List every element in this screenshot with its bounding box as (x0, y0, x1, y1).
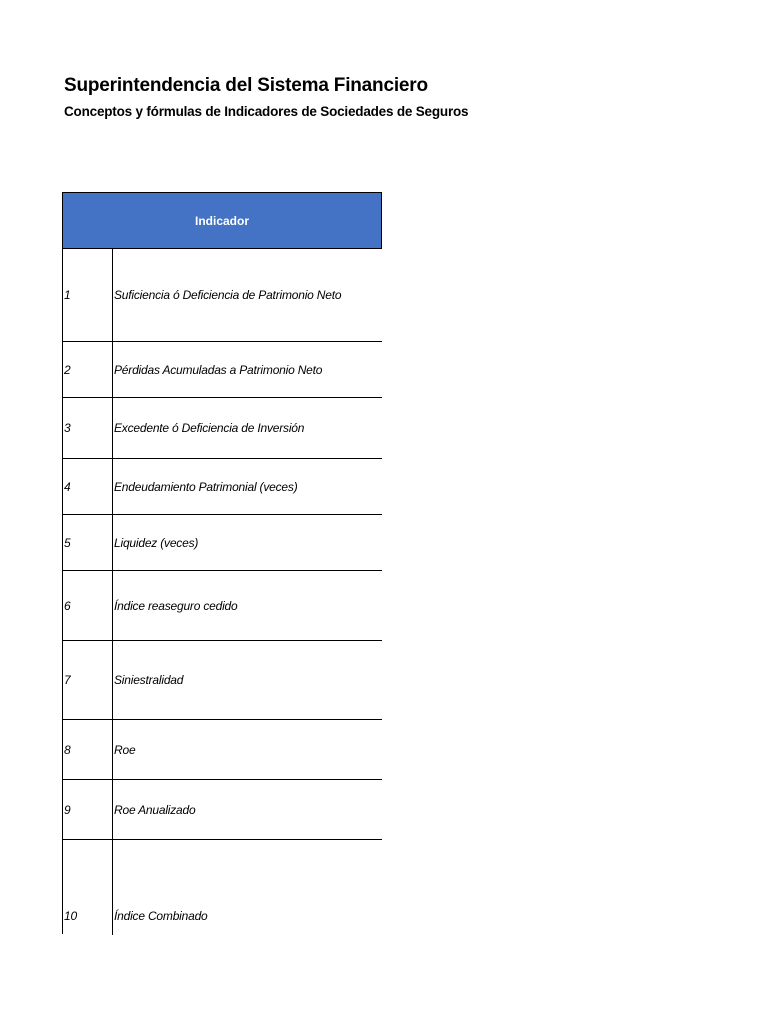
row-indicator-name: Roe (114, 742, 136, 757)
row-indicator-name: Endeudamiento Patrimonial (veces) (114, 479, 298, 494)
row-number: 3 (63, 398, 113, 458)
table-row (63, 720, 382, 780)
row-indicator-name: Siniestralidad (114, 673, 184, 687)
table-row (63, 780, 382, 840)
document-title: Superintendencia del Sistema Financiero (64, 75, 428, 96)
row-number: 8 (63, 720, 113, 779)
row-number: 5 (63, 515, 113, 570)
row-number: 4 (63, 459, 113, 514)
table-row (63, 398, 382, 459)
row-number: 7 (63, 641, 113, 719)
table-row (63, 571, 382, 641)
row-indicator-name: Pérdidas Acumuladas a Patrimonio Neto (114, 362, 323, 377)
table-row (63, 641, 382, 720)
row-number: 2 (63, 342, 113, 397)
row-number: 9 (63, 780, 113, 839)
document-subtitle: Conceptos y fórmulas de Indicadores de Sociedades de Seguros (64, 104, 469, 119)
row-number: 10 (63, 840, 113, 935)
row-indicator-name: Suficiencia ó Deficiencia de Patrimonio Neto (114, 288, 342, 302)
table-row (63, 342, 382, 398)
table-row (63, 249, 382, 342)
table-row (63, 515, 382, 571)
row-number: 1 (63, 249, 113, 341)
table-row (63, 459, 382, 515)
table-row (63, 840, 382, 935)
table-header-indicador: Indicador (63, 193, 382, 249)
row-indicator-name: Roe Anualizado (114, 802, 196, 817)
row-indicator-name: Índice reaseguro cedido (114, 598, 238, 613)
row-number: 6 (63, 571, 113, 640)
row-indicator-name: Excedente ó Deficiencia de Inversión (114, 421, 305, 435)
row-indicator-name: Índice Combinado (114, 909, 208, 923)
row-indicator-name: Liquidez (veces) (114, 535, 199, 550)
indicators-table (62, 192, 382, 934)
